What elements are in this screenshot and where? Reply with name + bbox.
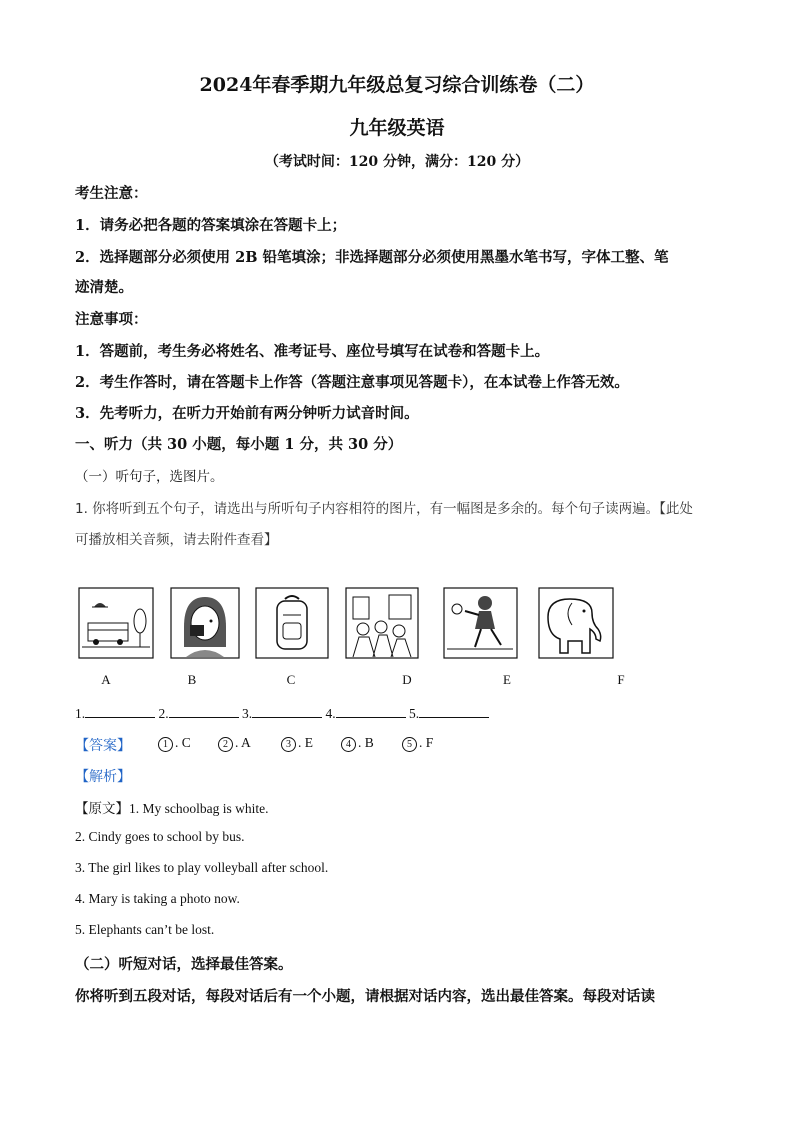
blank-number: 2.: [158, 706, 169, 721]
picture-row: [78, 587, 718, 662]
notice-heading: 考生注意：: [75, 185, 148, 202]
script-line: 3. The girl likes to play volleyball after school.: [75, 860, 329, 875]
script-line: 5. Elephants can’t be lost.: [75, 922, 215, 937]
answer-blank[interactable]: [85, 705, 155, 718]
blank-number: 4.: [325, 706, 336, 721]
answer-item: 5 . F: [402, 735, 433, 752]
notice-item: 2．选择题部分必须使用 2B 铅笔填涂；非选择题部分必须使用黑墨水笔书写，字体工整、笔: [75, 249, 669, 266]
answer-blanks: [75, 705, 489, 722]
analysis-label: 【解析】: [75, 769, 131, 785]
answer-label: 【答案】: [75, 738, 131, 754]
notes-item: 1．答题前，考生务必将姓名、准考证号、座位号填写在试卷和答题卡上。: [75, 343, 550, 360]
picture-label: E: [503, 672, 511, 687]
answer-blank[interactable]: [169, 705, 239, 718]
answer-blank[interactable]: [419, 705, 489, 718]
exam-info: （考试时间：120 分钟，满分：120 分）: [264, 154, 530, 170]
picture-label: F: [617, 672, 625, 687]
part-heading: （一）听句子，选图片。: [75, 469, 224, 485]
notice-item: 迹清楚。: [75, 279, 133, 296]
question-text: 可播放相关音频，请去附件查看】: [75, 532, 278, 548]
answer-blank[interactable]: [336, 705, 406, 718]
section-heading: 一、听力（共 30 小题，每小题 1 分，共 30 分）: [75, 436, 403, 453]
part-heading: （二）听短对话，选择最佳答案。: [75, 956, 293, 973]
volleyball-girl-icon: [443, 587, 518, 659]
blank-number: 1.: [75, 706, 86, 721]
girl-photo-icon: [170, 587, 240, 659]
blank-number: 3.: [242, 706, 253, 721]
page-subtitle: 九年级英语: [349, 117, 445, 139]
notes-heading: 注意事项：: [75, 311, 148, 328]
picture-label: C: [286, 672, 296, 687]
answer-item: 2 . A: [218, 735, 251, 752]
picture-label: A: [101, 672, 111, 687]
answer-item: 3 . E: [281, 735, 313, 752]
picture-label: D: [402, 672, 412, 687]
question-text: 1. 你将听到五个句子，请选出与所听句子内容相符的图片，有一幅图是多余的。每个句子读两遍。【此处: [75, 501, 693, 517]
script-line: 2. Cindy goes to school by bus.: [75, 829, 245, 844]
notice-item: 1．请务必把各题的答案填涂在答题卡上；: [75, 217, 347, 234]
elephant-icon: [538, 587, 614, 659]
answer-blank[interactable]: [252, 705, 322, 718]
script-line: 4. Mary is taking a photo now.: [75, 891, 240, 906]
answer-item: 4 . B: [341, 735, 374, 752]
bus-scene-icon: [78, 587, 154, 659]
notes-item: 3．先考听力，在听力开始前有两分钟听力试音时间。: [75, 405, 419, 422]
blank-number: 5.: [409, 706, 420, 721]
answer-item: 1 . C: [158, 735, 191, 752]
lost-scene-icon: [345, 587, 419, 659]
schoolbag-icon: [255, 587, 329, 659]
part-intro: 你将听到五段对话，每段对话后有一个小题，请根据对话内容，选出最佳答案。每段对话读: [75, 988, 655, 1005]
notes-item: 2．考生作答时，请在答题卡上作答（答题注意事项见答题卡），在本试卷上作答无效。: [75, 374, 629, 391]
script-line: 【原文】1. My schoolbag is white.: [75, 801, 269, 817]
page-title: 2024年春季期九年级总复习综合训练卷（二）: [199, 74, 595, 96]
picture-label: B: [187, 672, 197, 687]
